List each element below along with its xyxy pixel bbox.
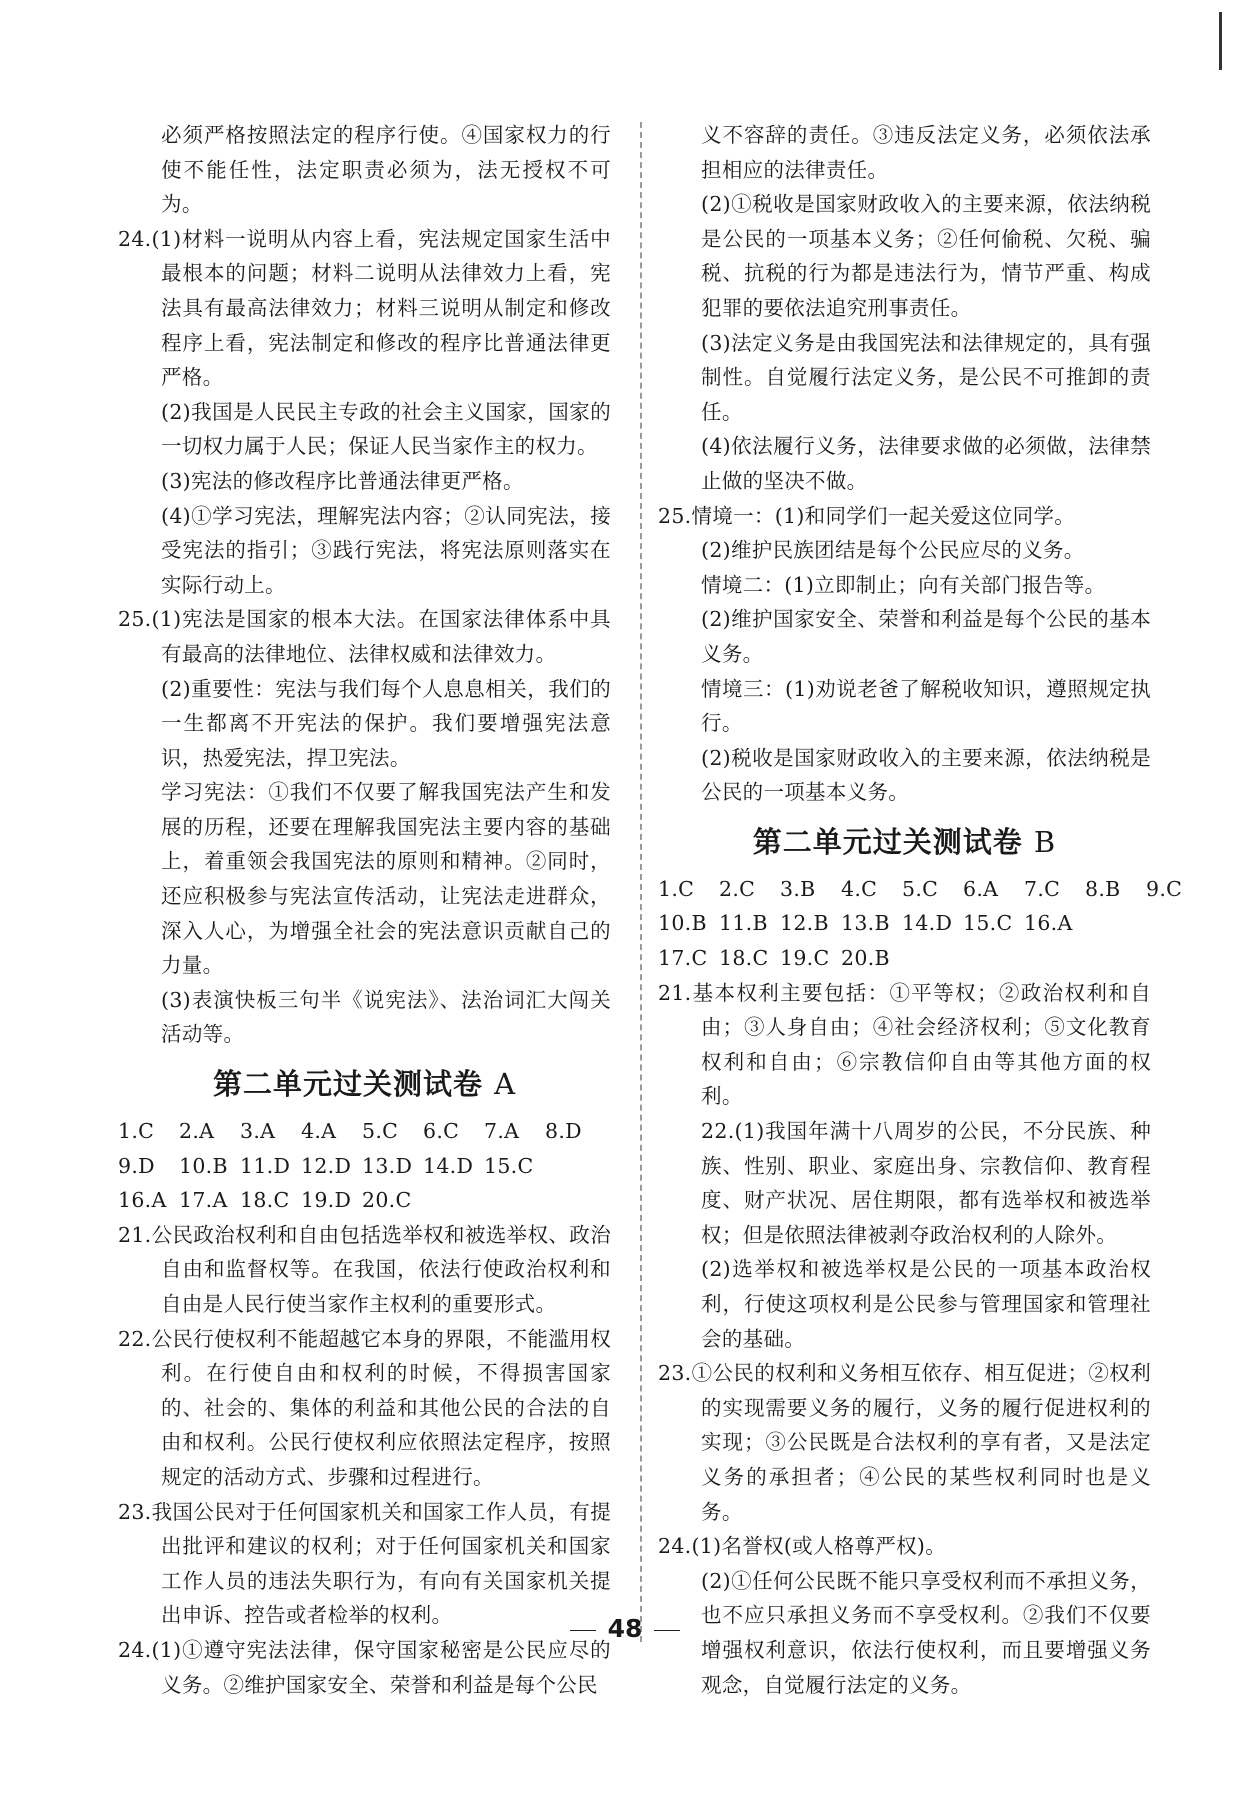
choice-answer: 11.B bbox=[719, 911, 768, 936]
choice-answer: 7.A bbox=[484, 1119, 520, 1144]
choice-answer: 20.B bbox=[841, 946, 890, 971]
choice-answer: 4.C bbox=[841, 876, 878, 901]
answer-paragraph: 23.我国公民对于任何国家机关和国家工作人员，有提出批评和建议的权利；对于任何国家机关和国家工作人员的违法失职行为，有向有关国家机关提出申诉、控告或者检举的权利。 bbox=[118, 1499, 611, 1628]
choice-answer: 8.B bbox=[1085, 876, 1121, 901]
answer-paragraph: 必须严格按照法定的程序行使。④国家权力的行使不能任性，法定职责必须为，法无授权不可为。 bbox=[161, 123, 611, 217]
choice-answer: 1.C bbox=[118, 1119, 155, 1144]
choice-answer: 7.C bbox=[1024, 876, 1061, 901]
footer-dash-left bbox=[570, 1630, 596, 1631]
answer-row bbox=[118, 1114, 611, 1149]
right-column bbox=[658, 118, 1183, 1702]
page-number: 48 bbox=[607, 1614, 643, 1643]
choice-answer: 15.C bbox=[484, 1153, 534, 1178]
choice-answer: 5.C bbox=[902, 876, 939, 901]
answer-paragraph: (2)我国是人民民主专政的社会主义国家，国家的一切权力属于人民；保证人民当家作主的权力。 bbox=[161, 399, 611, 459]
answer-paragraph: 24.(1)名誉权(或人格尊严权)。 bbox=[658, 1534, 947, 1559]
answer-paragraph: 情境三：(1)劝说老爸了解税收知识，遵照规定执行。 bbox=[701, 676, 1151, 736]
answer-row bbox=[118, 1149, 611, 1184]
section-a-answers bbox=[118, 1114, 611, 1218]
right-paragraphs bbox=[658, 118, 1151, 810]
answer-paragraph: 22.(1)我国年满十八周岁的公民，不分民族、种族、性别、职业、家庭出身、宗教信仰、教育程度、财产状况、居住期限，都有选举权和被选举权；但是依照法律被剥夺政治权利的人除外。 bbox=[701, 1119, 1151, 1247]
choice-answer: 13.D bbox=[362, 1153, 413, 1178]
answer-paragraph: 义不容辞的责任。③违反法定义务，必须依法承担相应的法律责任。 bbox=[701, 123, 1151, 182]
choice-answer: 11.D bbox=[240, 1153, 291, 1178]
choice-answer: 9.D bbox=[118, 1153, 155, 1178]
choice-answer: 17.C bbox=[658, 946, 708, 971]
answer-paragraph: (2)选举权和被选举权是公民的一项基本政治权利，行使这项权利是公民参与管理国家和管理社会的基础。 bbox=[701, 1257, 1151, 1351]
choice-answer: 8.D bbox=[545, 1119, 582, 1144]
answer-paragraph: 24.(1)材料一说明从内容上看，宪法规定国家生活中最根本的问题；材料二说明从法律效力上看，宪法具有最高法律效力；材料三说明从制定和修改程序上看，宪法制定和修改的程序比普通法律更严格。 bbox=[118, 226, 611, 390]
choice-answer: 16.A bbox=[118, 1188, 167, 1213]
choice-answer: 6.C bbox=[423, 1119, 460, 1144]
answer-paragraph: 学习宪法：①我们不仅要了解我国宪法产生和发展的历程，还要在理解我国宪法主要内容的基础上，着重领会我国宪法的原则和精神。②同时，还应积极参与宪法宣传活动，让宪法走进群众，深入人心，为增强全社会的宪法意识贡献自己的力量。 bbox=[161, 780, 611, 978]
choice-answer: 20.C bbox=[362, 1188, 412, 1213]
choice-answer: 16.A bbox=[1024, 911, 1073, 936]
section-a-heading bbox=[118, 1064, 611, 1104]
section-b-heading bbox=[658, 822, 1151, 862]
choice-answer: 2.C bbox=[719, 876, 756, 901]
choice-answer: 14.D bbox=[423, 1153, 474, 1178]
section-b-paragraphs bbox=[658, 976, 1151, 1702]
choice-answer: 4.A bbox=[301, 1119, 337, 1144]
answer-row bbox=[658, 941, 1151, 976]
choice-answer: 5.C bbox=[362, 1119, 399, 1144]
answer-paragraph: 22.公民行使权利不能超越它本身的界限，不能滥用权利。在行使自由和权利的时候，不得损害国家的、社会的、集体的利益和其他公民的合法的自由和权利。公民行使权利应依照法定程序，按照规定的活动方式、步骤和过程进行。 bbox=[118, 1326, 611, 1489]
choice-answer: 2.A bbox=[179, 1119, 215, 1144]
answer-paragraph: 25.(1)宪法是国家的根本大法。在国家法律体系中具有最高的法律地位、法律权威和法律效力。 bbox=[118, 607, 611, 666]
answer-paragraph: (4)依法履行义务，法律要求做的必须做，法律禁止做的坚决不做。 bbox=[701, 434, 1151, 493]
choice-answer: 12.B bbox=[780, 911, 829, 936]
choice-answer: 18.C bbox=[719, 946, 769, 971]
section-b-title: 第二单元过关测试卷 bbox=[752, 824, 1023, 859]
choice-answer: 6.A bbox=[963, 876, 999, 901]
answer-paragraph: (3)表演快板三句半《说宪法》、法治词汇大闯关活动等。 bbox=[161, 987, 611, 1047]
column-divider bbox=[640, 122, 642, 1642]
answer-row bbox=[118, 1183, 611, 1218]
section-b-answers bbox=[658, 872, 1183, 976]
choice-answer: 14.D bbox=[902, 911, 953, 936]
left-column bbox=[118, 118, 611, 1702]
choice-answer: 9.C bbox=[1146, 876, 1183, 901]
answer-paragraph: (2)①任何公民既不能只享受权利而不承担义务，也不应只承担义务而不享受权利。②我们不仅要增强权利意识，依法行使权利，而且要增强义务观念，自觉履行法定的义务。 bbox=[701, 1568, 1151, 1697]
choice-answer: 3.A bbox=[240, 1119, 276, 1144]
corner-mark bbox=[1219, 12, 1222, 70]
page-footer bbox=[0, 1614, 1250, 1643]
section-b-letter: B bbox=[1033, 824, 1057, 859]
answer-paragraph: 21.基本权利主要包括：①平等权；②政治权利和自由；③人身自由；④社会经济权利；⑤文化教育权利和自由；⑥宗教信仰自由等其他方面的权利。 bbox=[658, 980, 1151, 1109]
answer-paragraph: (2)维护民族团结是每个公民应尽的义务。 bbox=[701, 538, 1085, 563]
answer-paragraph: (2)税收是国家财政收入的主要来源，依法纳税是公民的一项基本义务。 bbox=[701, 745, 1151, 805]
choice-answer: 13.B bbox=[841, 911, 890, 936]
section-a-title: 第二单元过关测试卷 bbox=[212, 1067, 483, 1102]
answer-paragraph: (3)法定义务是由我国宪法和法律规定的，具有强制性。自觉履行法定义务，是公民不可推卸的责任。 bbox=[701, 330, 1151, 424]
choice-answer: 19.C bbox=[780, 946, 830, 971]
footer-dash-right bbox=[654, 1630, 680, 1631]
answer-paragraph: (3)宪法的修改程序比普通法律更严格。 bbox=[161, 468, 524, 493]
choice-answer: 19.D bbox=[301, 1188, 352, 1213]
answer-paragraph: 情境二：(1)立即制止；向有关部门报告等。 bbox=[701, 572, 1106, 597]
choice-answer: 18.C bbox=[240, 1188, 290, 1213]
answer-paragraph: (2)重要性：宪法与我们每个人息息相关，我们的一生都离不开宪法的保护。我们要增强宪法意识，热爱宪法，捍卫宪法。 bbox=[161, 676, 611, 770]
choice-answer: 3.B bbox=[780, 876, 816, 901]
answer-paragraph: (2)维护国家安全、荣誉和利益是每个公民的基本义务。 bbox=[701, 607, 1151, 666]
answer-paragraph: 24.(1)①遵守宪法法律，保守国家秘密是公民应尽的义务。②维护国家安全、荣誉和利益是每个公民 bbox=[118, 1637, 611, 1697]
answer-row bbox=[658, 872, 1183, 907]
choice-answer: 10.B bbox=[658, 911, 707, 936]
answer-paragraph: 21.公民政治权利和自由包括选举权和被选举权、政治自由和监督权等。在我国，依法行使政治权利和自由是人民行使当家作主权利的重要形式。 bbox=[118, 1222, 611, 1316]
section-a-letter: A bbox=[494, 1067, 517, 1102]
answer-paragraph: 25.情境一：(1)和同学们一起关爱这位同学。 bbox=[658, 503, 1076, 528]
answer-paragraph: (4)①学习宪法，理解宪法内容；②认同宪法，接受宪法的指引；③践行宪法，将宪法原则落实在实际行动上。 bbox=[161, 503, 611, 597]
choice-answer: 10.B bbox=[179, 1153, 228, 1178]
left-paragraphs bbox=[118, 118, 611, 1052]
choice-answer: 15.C bbox=[963, 911, 1013, 936]
answer-paragraph: (2)①税收是国家财政收入的主要来源，依法纳税是公民的一项基本义务；②任何偷税、欠税、骗税、抗税的行为都是违法行为，情节严重、构成犯罪的要依法追究刑事责任。 bbox=[701, 192, 1151, 320]
answer-paragraph: 23.①公民的权利和义务相互依存、相互促进；②权利的实现需要义务的履行，义务的履行促进权利的实现；③公民既是合法权利的享有者，又是法定义务的承担者；④公民的某些权利同时也是义务。 bbox=[658, 1361, 1151, 1524]
answer-row bbox=[658, 906, 1151, 941]
choice-answer: 1.C bbox=[658, 876, 695, 901]
choice-answer: 17.A bbox=[179, 1188, 228, 1213]
choice-answer: 12.D bbox=[301, 1153, 352, 1178]
